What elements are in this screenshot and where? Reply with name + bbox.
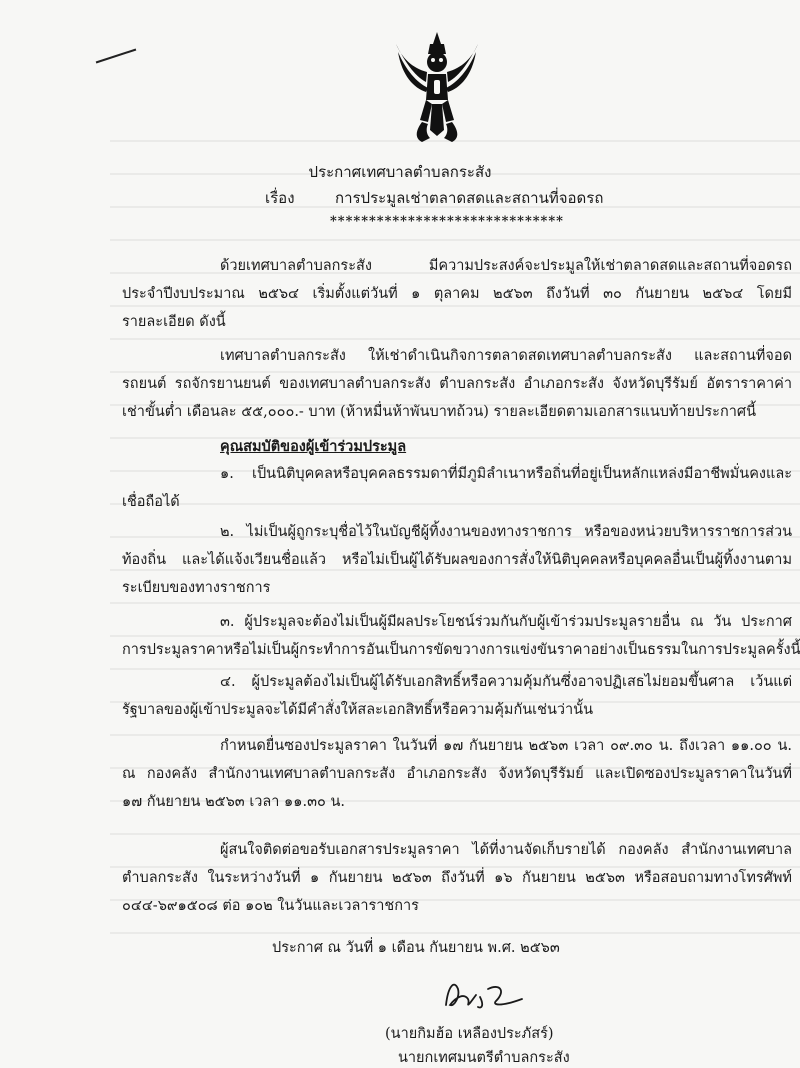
contact-line-1: ผู้สนใจติดต่อขอรับเอกสารประมูลราคา ได้ที่งานจัดเก็บรายได้ กองคลัง สำนักงานเทศบาล: [220, 842, 792, 858]
handwritten-signature: [440, 975, 530, 1015]
subject-label: เรื่อง: [265, 189, 295, 207]
qualification-3-line-2: การประมูลราคาหรือไม่เป็นผู้กระทำการอันเป็นการขัดขวางการแข่งขันราคาอย่างเป็นธรรมในการประมูลครั้งนี้: [122, 642, 800, 658]
qualification-2-line-1: ๒. ไม่เป็นผู้ถูกระบุชื่อไว้ในบัญชีผู้ทิ้งงานของทางราชการ หรือของหน่วยบริหารราชการส่วน: [220, 524, 792, 540]
scan-mark: [96, 49, 137, 64]
qualification-2-line-3: ระเบียบของทางราชการ: [122, 580, 271, 596]
qualifications-heading: คุณสมบัติของผู้เข้าร่วมประมูล: [220, 438, 407, 455]
schedule-line-2: ณ กองคลัง สำนักงานเทศบาลตำบลกระสัง อำเภอกระสัง จังหวัดบุรีรัมย์ และเปิดซองประมูลราคาในวันที่: [122, 766, 792, 782]
schedule-line-3: ๑๗ กันยายน ๒๕๖๓ เวลา ๑๑.๓๐ น.: [122, 794, 345, 810]
qualification-4-line-2: รัฐบาลของผู้เข้าประมูลจะได้มีคำสั่งให้สละเอกสิทธิ์หรือความคุ้มกันเช่นว่านั้น: [122, 702, 594, 718]
qualification-3-line-1: ๓. ผู้ประมูลจะต้องไม่เป็นผู้มีผลประโยชน์ร่วมกันกับผู้เข้าร่วมประมูลรายอื่น ณ วัน ประกาศ: [220, 614, 792, 630]
intro-line-2: ประจำปีงบประมาณ ๒๕๖๔ เริ่มตั้งแต่วันที่ ๑ ตุลาคม ๒๕๖๓ ถึงวันที่ ๓๐ กันยายน ๒๕๖๔ โดยมี: [122, 286, 792, 302]
star-divider: ******************************: [330, 214, 564, 229]
qualification-1-line-1: ๑. เป็นนิติบุคคลหรือบุคคลธรรมดาที่มีภูมิลำเนาหรือถิ่นที่อยู่เป็นหลักแหล่งมีอาชีพมั่นคงและ: [220, 466, 792, 482]
rental-line-3: เช่าขั้นต่ำ เดือนละ ๕๕,๐๐๐.- บาท (ห้าหมื่นห้าพันบาทถ้วน) รายละเอียดตามเอกสารแนบท้ายประกาศนี้: [122, 404, 756, 420]
schedule-line-1: กำหนดยื่นซองประมูลราคา ในวันที่ ๑๗ กันยายน ๒๕๖๓ เวลา ๐๙.๓๐ น. ถึงเวลา ๑๑.๐๐ น.: [220, 738, 792, 754]
rental-line-2: รถยนต์ รถจักรยานยนต์ ของเทศบาลตำบลกระสัง ตำบลกระสัง อำเภอกระสัง จังหวัดบุรีรัมย์ อัตราราคาค่า: [122, 376, 792, 392]
intro-line-1: ด้วยเทศบาลตำบลกระสัง มีความประสงค์จะประมูลให้เช่าตลาดสดและสถานที่จอดรถ: [220, 258, 792, 274]
contact-line-3: ๐๔๔-๖๙๑๕๐๘ ต่อ ๑๐๒ ในวันและเวลาราชการ: [122, 898, 419, 914]
contact-line-2: ตำบลกระสัง ในระหว่างวันที่ ๑ กันยายน ๒๕๖๓ ถึงวันที่ ๑๖ กันยายน ๒๕๖๓ หรือสอบถามทางโทรศัพท์: [122, 870, 792, 886]
subject-text: การประมูลเช่าตลาดสดและสถานที่จอดรถ: [335, 189, 604, 207]
signatory-position: นายกเทศมนตรีตำบลกระสัง: [398, 1050, 570, 1066]
qualification-1-line-2: เชื่อถือได้: [122, 494, 180, 510]
announcement-title: ประกาศเทศบาลตำบลกระสัง: [308, 163, 492, 181]
announce-date: ประกาศ ณ วันที่ ๑ เดือน กันยายน พ.ศ. ๒๕๖๓: [272, 940, 560, 956]
qualification-2-line-2: ท้องถิ่น และได้แจ้งเวียนชื่อแล้ว หรือไม่เป็นผู้ได้รับผลของการสั่งให้นิติบุคคลหรือบุคคลอื่นเป็นผู้ทิ้งงานตาม: [122, 552, 792, 568]
garuda-emblem-icon: [392, 30, 482, 145]
rental-line-1: เทศบาลตำบลกระสัง ให้เช่าดำเนินกิจการตลาดสดเทศบาลตำบลกระสัง และสถานที่จอด: [220, 348, 792, 364]
signatory-name: (นายกิมฮ้อ เหลืองประภัสร์): [385, 1026, 554, 1042]
qualification-4-line-1: ๔. ผู้ประมูลต้องไม่เป็นผู้ได้รับเอกสิทธิ์หรือความคุ้มกันซึ่งอาจปฏิเสธไม่ยอมขึ้นศาล เว้นแต่: [220, 674, 792, 690]
intro-line-3: รายละเอียด ดังนี้: [122, 314, 226, 330]
